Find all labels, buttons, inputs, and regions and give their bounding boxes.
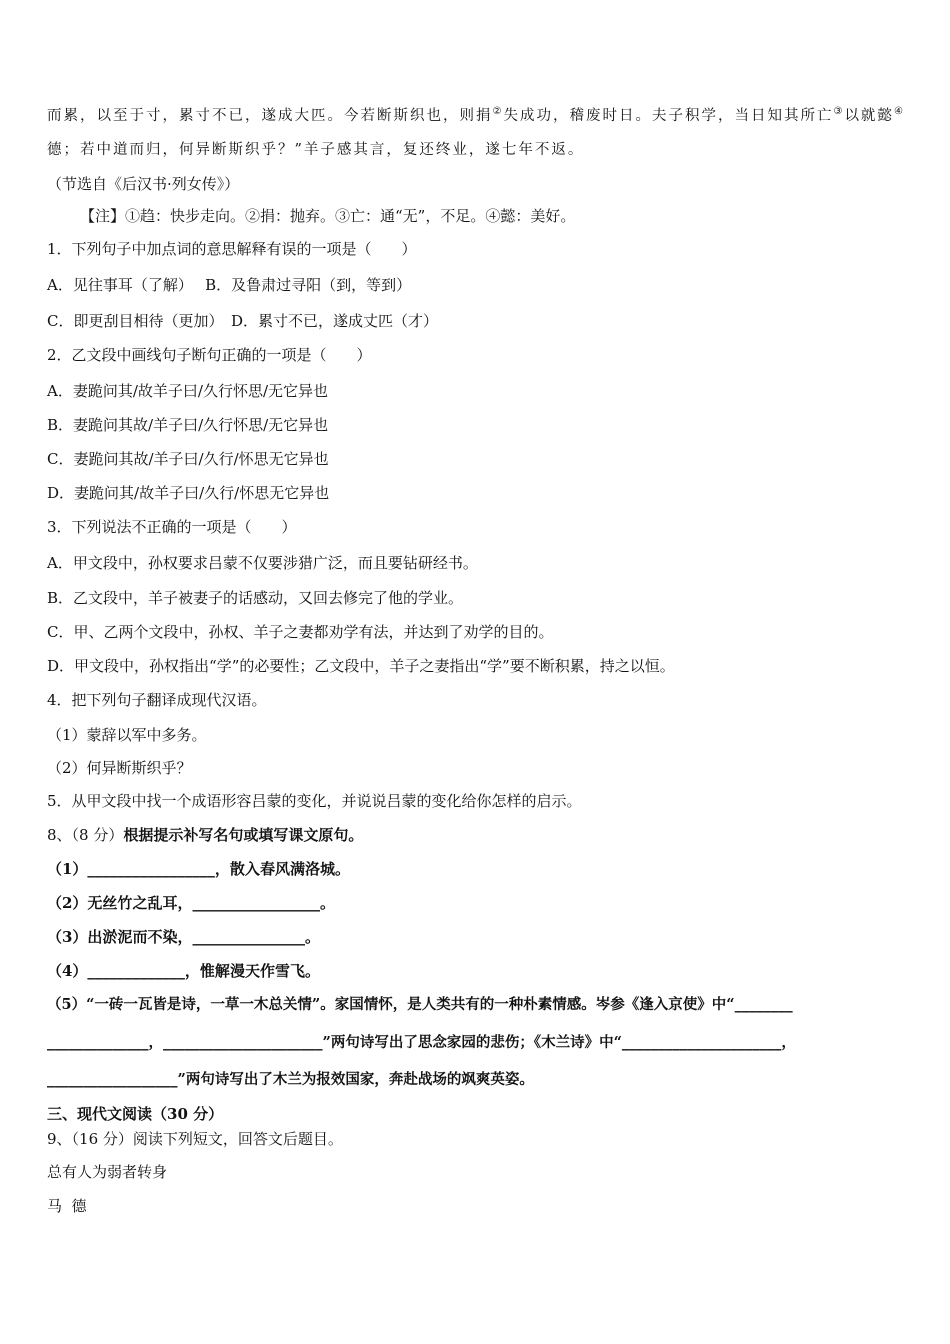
passage-notes: 【注】①趋：快步走向。②捐：抛弃。③亡：通“无”，不足。④懿：美好。: [80, 207, 576, 225]
q9-stem: 9、（16 分）阅读下列短文，回答文后题目。: [47, 1130, 343, 1148]
passage-line-1: 而累，以至于寸，累寸不已，遂成大匹。今若断斯织也，则捐②失成功，稽废时日。夫子积学，当日知其所亡③以就懿④: [47, 106, 905, 124]
q8-item-3: （3）出淤泥而不染，_______________。: [47, 928, 320, 946]
q2-option-a: A．妻跪问其/故羊子曰/久行怀思/无它异也: [47, 382, 328, 400]
q2-option-b: B．妻跪问其故/羊子曰/久行怀思/无它异也: [47, 416, 329, 434]
q8-item-2: （2）无丝竹之乱耳，_________________。: [47, 894, 335, 912]
q1-options-ab: A．见往事耳（了解） B．及鲁肃过寻阳（到，等到）: [47, 276, 412, 294]
q2-option-d: D．妻跪问其/故羊子曰/久行/怀思无它异也: [47, 484, 330, 502]
q8-item-1: （1）_________________，散入春风满洛城。: [47, 860, 350, 878]
q1-options-cd: C．即更刮目相待（更加） D．累寸不已，遂成丈匹（才）: [47, 312, 439, 330]
q3-option-c: C．甲、乙两个文段中，孙权、羊子之妻都劝学有法，并达到了劝学的目的。: [47, 623, 554, 641]
q8-heading: 8、（8 分）根据提示补写名句或填写课文原句。: [47, 826, 364, 844]
q2-stem: 2．乙文段中画线句子断句正确的一项是（ ）: [47, 346, 372, 364]
q3-option-a: A．甲文段中，孙权要求吕蒙不仅要涉猎广泛，而且要钻研经书。: [47, 554, 478, 572]
q2-option-c: C．妻跪问其故/羊子曰/久行/怀思无它异也: [47, 450, 329, 468]
q8-item-5-line-1: （5）“一砖一瓦皆是诗，一草一木总关情”。家国情怀，是人类共有的一种朴素情感。岑参《逢入京使》中“________: [47, 996, 793, 1013]
note-marker: ②: [492, 106, 504, 117]
q3-option-d: D．甲文段中，孙权指出“学”的必要性；乙文段中，羊子之妻指出“学”要不断积累，持之以恒。: [47, 657, 675, 675]
q1-stem: 1．下列句子中加点词的意思解释有误的一项是（ ）: [47, 240, 417, 258]
passage-line-2: 德；若中道而归，何异断斯织乎？”羊子感其言，复还终业，遂七年不返。: [47, 142, 585, 158]
q4-stem: 4．把下列句子翻译成现代汉语。: [47, 691, 267, 709]
q8-item-5-line-3: __________________”两句诗写出了木兰为报效国家，奔赴战场的飒爽英姿。: [47, 1071, 534, 1088]
q4-sentence-1: （1）蒙辞以军中多务。: [47, 726, 207, 744]
q3-stem: 3．下列说法不正确的一项是（ ）: [47, 518, 297, 536]
q5-stem: 5．从甲文段中找一个成语形容吕蒙的变化，并说说吕蒙的变化给你怎样的启示。: [47, 792, 582, 810]
q8-item-5-line-2: ______________，______________________”两句诗写出了思念家园的悲伤；《木兰诗》中“______________________，: [47, 1034, 796, 1051]
note-marker: ④: [893, 106, 905, 117]
section-3-title: 三、现代文阅读（30 分）: [47, 1105, 224, 1123]
q3-option-b: B．乙文段中，羊子被妻子的话感动，又回去修完了他的学业。: [47, 589, 464, 607]
q8-item-4: （4）_____________，惟解漫天作雪飞。: [47, 962, 320, 980]
q4-sentence-2: （2）何异断斯织乎？: [47, 759, 192, 777]
passage-source: （节选自《后汉书·列女传》）: [47, 175, 240, 193]
note-marker: ③: [833, 106, 845, 117]
article-author: 马 德: [47, 1197, 87, 1215]
article-title: 总有人为弱者转身: [47, 1163, 168, 1181]
